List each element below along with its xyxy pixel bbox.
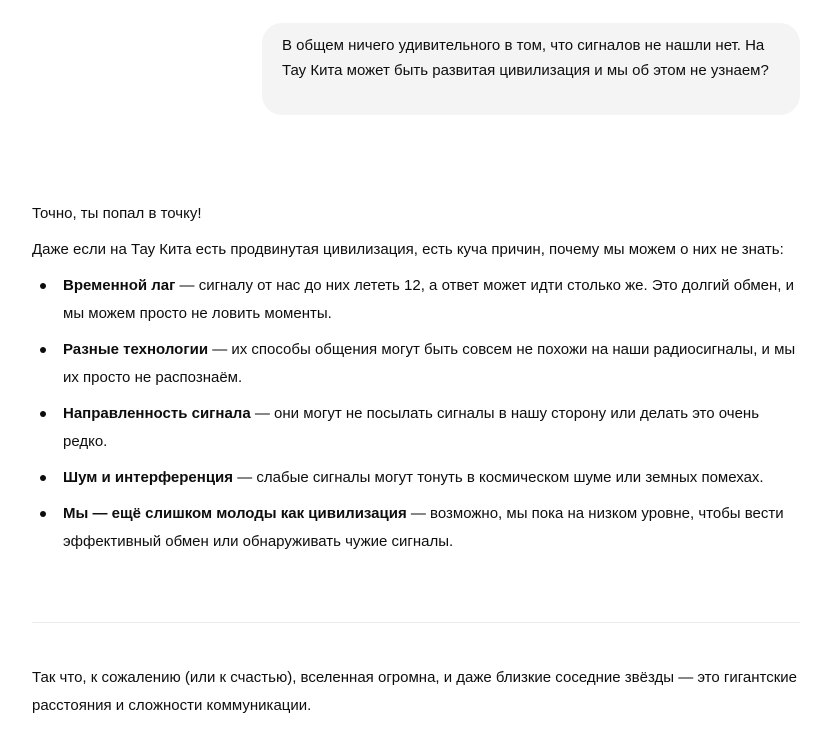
assistant-message	[32, 200, 802, 564]
list-item	[32, 336, 802, 392]
bullet-icon	[40, 411, 46, 417]
reason-text: — они могут не посылать сигналы в нашу сторону или делать это очень редко.	[63, 405, 760, 450]
reason-text: — сигналу от нас до них лететь 12, а ответ может идти столько же. Это долгий обмен, и мы можем просто не ловить моменты.	[63, 277, 794, 322]
bullet-icon	[40, 283, 46, 289]
list-item	[32, 500, 802, 556]
user-message-text: В общем ничего удивительного в том, что сигналов не нашли нет. На Тау Кита может быть развитая цивилизация и мы об этом не узнаем?	[282, 37, 769, 79]
reason-text: — слабые сигналы могут тонуть в космическом шуме или земных помехах.	[233, 469, 764, 486]
reason-title: Мы — ещё слишком молоды как цивилизация	[63, 505, 407, 522]
reason-text: — их способы общения могут быть совсем не похожи на наши радиосигналы, и мы их просто не распознаём.	[63, 341, 796, 386]
assistant-intro: Точно, ты попал в точку!	[32, 205, 202, 222]
list-item	[32, 272, 802, 328]
reason-title: Разные технологии	[63, 341, 209, 358]
bullet-icon	[40, 511, 46, 517]
bullet-icon	[40, 475, 46, 481]
user-message-bubble	[262, 23, 800, 115]
reason-title: Шум и интерференция	[63, 469, 234, 486]
reason-title: Временной лаг	[63, 277, 176, 294]
section-divider	[32, 622, 800, 623]
list-item	[32, 464, 802, 492]
bullet-icon	[40, 347, 46, 353]
assistant-conclusion: Так что, к сожалению (или к счастью), вселенная огромна, и даже близкие соседние звёзды — это гигантские расстояния и сложности коммуникации.	[32, 669, 797, 714]
reason-title: Направленность сигнала	[63, 405, 251, 422]
reasons-list	[32, 272, 802, 556]
assistant-lead: Даже если на Тау Кита есть продвинутая цивилизация, есть куча причин, почему мы можем о них не знать:	[32, 241, 784, 258]
list-item	[32, 400, 802, 456]
reason-text: — возможно, мы пока на низком уровне, чтобы вести эффективный обмен или обнаруживать чужие сигналы.	[63, 505, 784, 550]
